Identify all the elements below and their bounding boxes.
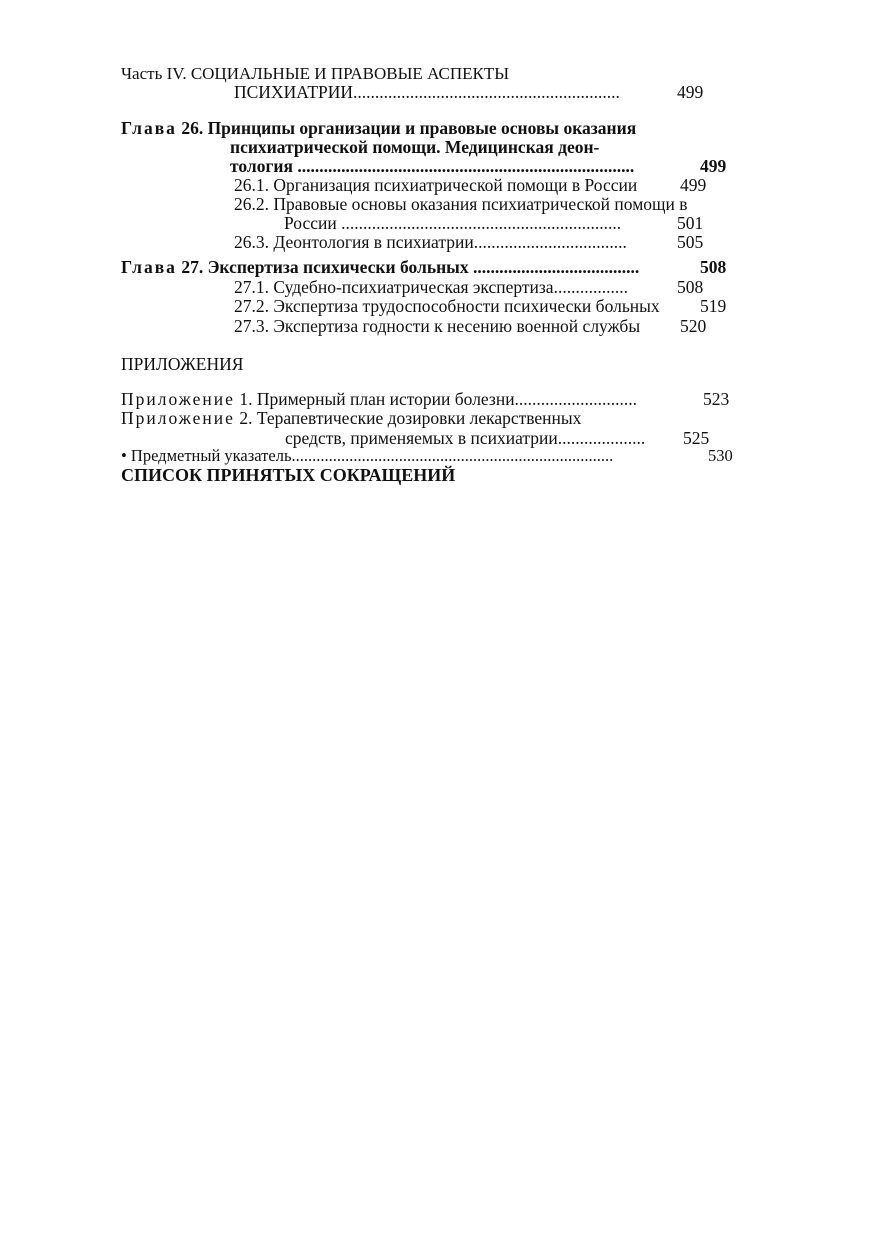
abbreviations-title: СПИСОК ПРИНЯТЫХ СОКРАЩЕНИЙ <box>121 465 456 485</box>
appendix-2-page <box>683 428 709 448</box>
page-number: 520 <box>680 316 707 336</box>
part-heading <box>121 64 509 84</box>
appendix-2 <box>121 408 581 428</box>
section-number: 26.2. <box>234 194 269 214</box>
page-number: 499 <box>700 156 727 176</box>
page-number: 523 <box>703 389 730 409</box>
chapter-title-line1: 26. Принципы организации и правовые основы оказания <box>181 118 637 138</box>
page-number: 505 <box>677 232 704 252</box>
appendix-label: Приложение <box>121 389 235 409</box>
section-26-3 <box>234 232 627 252</box>
section-title: Экспертиза трудоспособности психически больных <box>273 296 660 316</box>
part-heading-line2 <box>234 82 620 102</box>
appendix-1 <box>121 389 637 409</box>
abbreviations-heading <box>121 465 455 485</box>
chapter-title-line1: 27. Экспертиза психически больных ...................................... <box>181 257 640 277</box>
part-page-number <box>677 82 703 102</box>
index-title: • Предметный указатель.............................................................................. <box>121 446 614 465</box>
appendix-title: 1. Примерный план истории болезни............................ <box>239 389 638 409</box>
page-number: 501 <box>677 213 704 233</box>
section-number: 27.1. <box>234 277 269 297</box>
section-number: 27.2. <box>234 296 269 316</box>
chapter-27-heading <box>121 257 639 277</box>
section-27-2-page <box>700 296 726 316</box>
subject-index <box>121 446 613 466</box>
chapter-26-title-line3 <box>230 156 634 176</box>
appendix-label: Приложение <box>121 408 235 428</box>
section-title: Судебно-психиатрическая экспертиза................. <box>273 277 628 297</box>
chapter-26-title-line2 <box>230 137 599 157</box>
appendix-title: 2. Терапевтические дозировки лекарственных <box>239 408 582 428</box>
section-number: 26.1. <box>234 175 269 195</box>
section-26-2-page <box>677 213 703 233</box>
page-number: 499 <box>680 175 707 195</box>
appendix-title-cont: средств, применяемых в психиатрии.................... <box>285 428 646 448</box>
section-26-2 <box>234 194 688 214</box>
section-27-3-page <box>680 316 706 336</box>
section-26-2-cont <box>284 213 621 233</box>
subject-index-page <box>708 446 733 466</box>
section-26-1-page <box>680 175 706 195</box>
section-27-1 <box>234 277 628 297</box>
section-title: Правовые основы оказания психиатрической помощи в <box>273 194 688 214</box>
chapter-26-page <box>700 156 726 176</box>
section-27-2 <box>234 296 660 316</box>
chapter-label: Глава <box>121 118 177 138</box>
section-27-3 <box>234 316 640 336</box>
page-number: 508 <box>700 257 727 277</box>
page-number: 499 <box>677 82 704 102</box>
section-title-cont: России ................................................................ <box>284 213 622 233</box>
page-number: 508 <box>677 277 704 297</box>
section-title: Экспертиза годности к несению военной службы <box>273 316 641 336</box>
section-title: Деонтология в психиатрии................................... <box>273 232 627 252</box>
appendices-title: ПРИЛОЖЕНИЯ <box>121 354 244 374</box>
chapter-title-line3: тология ............................................................................. <box>230 156 635 176</box>
section-26-3-page <box>677 232 703 252</box>
appendix-1-page <box>703 389 729 409</box>
chapter-label: Глава <box>121 257 177 277</box>
chapter-27-page <box>700 257 726 277</box>
page-number: 530 <box>708 446 733 465</box>
section-title: Организация психиатрической помощи в России <box>273 175 638 195</box>
section-27-1-page <box>677 277 703 297</box>
section-number: 27.3. <box>234 316 269 336</box>
appendices-heading <box>121 354 243 374</box>
section-number: 26.3. <box>234 232 269 252</box>
chapter-26-heading <box>121 118 636 138</box>
chapter-title-line2: психиатрической помощи. Медицинская деон- <box>230 137 600 157</box>
part-title-line2: ПСИХИАТРИИ............................................................. <box>234 82 620 102</box>
section-26-1 <box>234 175 637 195</box>
page-number: 525 <box>683 428 710 448</box>
appendix-2-cont <box>285 428 645 448</box>
page-number: 519 <box>700 296 727 316</box>
part-title-line1: Часть IV. СОЦИАЛЬНЫЕ И ПРАВОВЫЕ АСПЕКТЫ <box>121 64 510 83</box>
